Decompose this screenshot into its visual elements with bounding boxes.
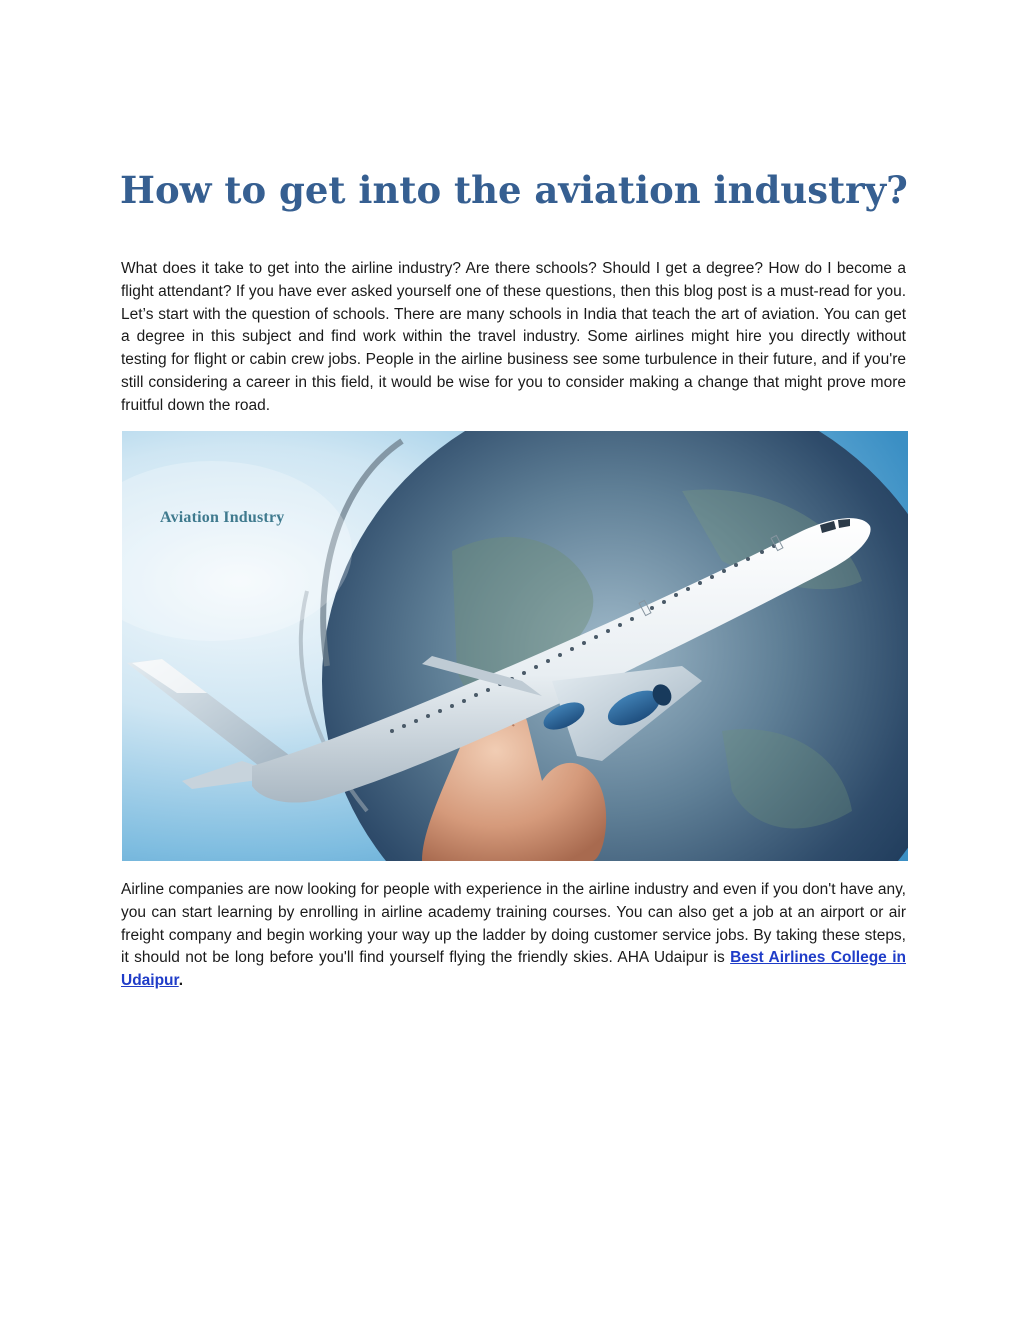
aviation-industry-image (122, 431, 908, 861)
closing-period: . (178, 972, 184, 990)
college-link[interactable]: Best Airlines College in Udaipur (121, 949, 906, 990)
closing-paragraph-text: Airline companies are now looking for people with experience in the airline industry and even if you don't have any, you can start learning by enrolling in airline academy training courses. You can also get a job at an airport or air freight company and begin working your way up the ladder by doing customer service jobs. By taking these steps, it should not be long before you'll find yourself flying the friendly skies. AHA Udaipur is (121, 881, 906, 967)
page-title: How to get into the aviation industry? (120, 168, 908, 212)
closing-paragraph (121, 879, 906, 993)
image-caption: Aviation Industry (160, 509, 285, 526)
intro-paragraph: What does it take to get into the airline industry? Are there schools? Should I get a degree? How do I become a flight attendant? If you have ever asked yourself one of these questions, then this blog post is a must-read for you. Let’s start with the question of schools. There are many schools in India that teach the art of aviation. You can get a degree in this subject and find work within the travel industry. Some airlines might hire you directly without testing for flight or cabin crew jobs. People in the airline business see some turbulence in their future, and if you're still considering a career in this field, it would be wise for you to consider making a change that might prove more fruitful down the road. (121, 260, 906, 414)
airplane-globe-illustration (122, 431, 908, 861)
